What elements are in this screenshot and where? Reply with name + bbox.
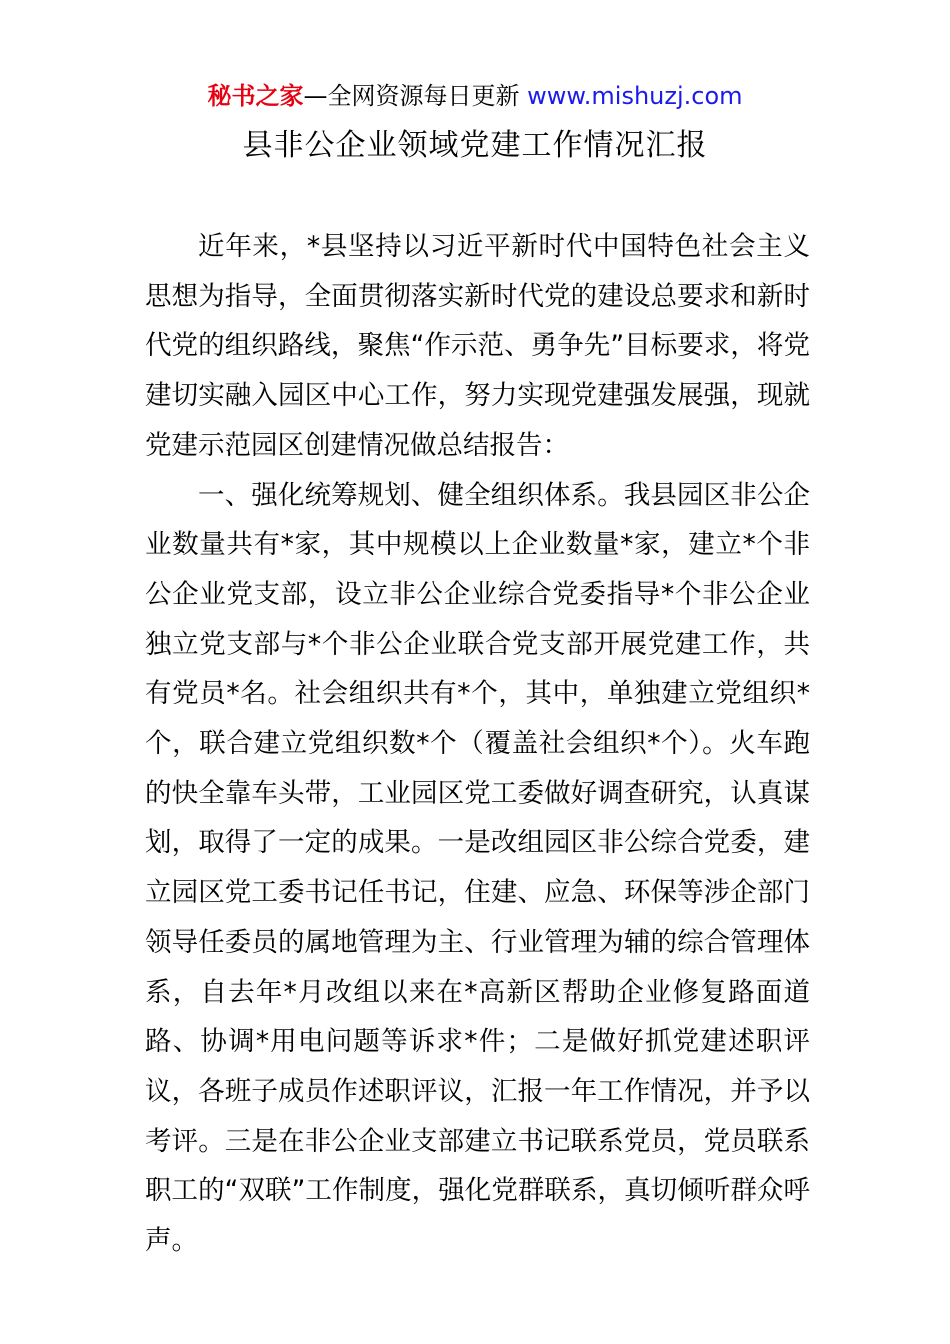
site-header [0,80,950,112]
site-brand: 秘书之家 [207,82,304,110]
site-tagline: —全网资源每日更新 [303,82,528,110]
site-url[interactable]: www.mishuzj.com [527,82,743,110]
document-body [145,222,810,1266]
section-one-paragraph: 一、强化统筹规划、健全组织体系。我县园区非公企业数量共有*家，其中规模以上企业数量*家，建立*个非公企业党支部，设立非公企业综合党委指导*个非公企业独立党支部与*个非公企业联合党支部开展党建工作，共有党员*名。社会组织共有*个，其中，单独建立党组织*个，联合建立党组织数*个（覆盖社会组织*个）。火车跑的快全靠车头带，工业园区党工委做好调查研究，认真谋划，取得了一定的成果。一是改组园区非公综合党委，建立园区党工委书记任书记，住建、应急、环保等涉企部门领导任委员的属地管理为主、行业管理为辅的综合管理体系，自去年*月改组以来在*高新区帮助企业修复路面道路、协调*用电问题等诉求*件；二是做好抓党建述职评议，各班子成员作述职评议，汇报一年工作情况，并予以考评。三是在非公企业支部建立书记联系党员，党员联系职工的“双联”工作制度，强化党群联系，真切倾听群众呼声。 [145,479,810,1257]
intro-paragraph: 近年来，*县坚持以习近平新时代中国特色社会主义思想为指导，全面贯彻落实新时代党的建设总要求和新时代党的组织路线，聚焦“作示范、勇争先”目标要求，将党建切实融入园区中心工作，努力实现党建强发展强，现就党建示范园区创建情况做总结报告： [145,231,810,461]
document-title: 县非公企业领域党建工作情况汇报 [242,128,708,163]
